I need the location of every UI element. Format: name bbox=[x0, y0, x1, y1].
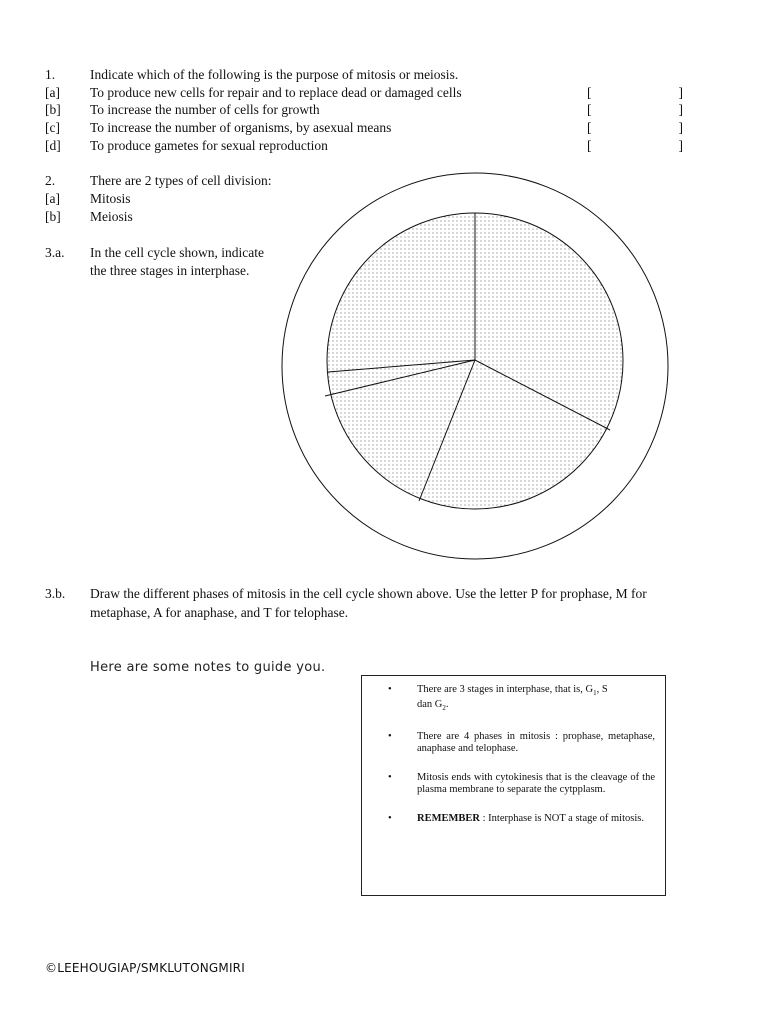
q2-prompt: There are 2 types of cell division: bbox=[90, 173, 272, 188]
bullet-icon: • bbox=[388, 813, 392, 825]
note-item bbox=[388, 684, 655, 714]
note-3-text: Mitosis ends with cytokinesis that is the cleavage of the plasma membrane to separate the cytpplasm. bbox=[417, 772, 655, 796]
note-2-text: There are 4 phases in mitosis : prophase, metaphase, anaphase and telophase. bbox=[417, 731, 655, 755]
q1-item-d-text: To produce gametes for sexual reproduction bbox=[90, 138, 328, 153]
note-1-text-end: . bbox=[445, 699, 449, 711]
bracket-open: [ bbox=[587, 102, 592, 117]
q2-item-b-text: Meiosis bbox=[90, 209, 133, 224]
note-1-text: There are 3 stages in interphase, that is, G bbox=[417, 684, 594, 695]
q1-item-a-text: To produce new cells for repair and to replace dead or damaged cells bbox=[90, 85, 462, 100]
bracket-close: ] bbox=[678, 138, 683, 153]
notes-box bbox=[361, 675, 666, 896]
bracket-open: [ bbox=[587, 85, 592, 100]
bracket-close: ] bbox=[678, 120, 683, 135]
q3b-line2: metaphase, A for anaphase, and T for telophase. bbox=[90, 605, 349, 620]
bracket-close: ] bbox=[678, 85, 683, 100]
q1-number: 1. bbox=[45, 67, 56, 82]
note-item bbox=[388, 813, 655, 825]
note-1-subscript-1: 1 bbox=[593, 689, 597, 698]
q1-item-b-label: [b] bbox=[45, 102, 61, 117]
q3b-number: 3.b. bbox=[45, 586, 66, 601]
q3a-number: 3.a. bbox=[45, 245, 65, 260]
bracket-open: [ bbox=[587, 120, 592, 135]
note-1-subscript-2: 2 bbox=[442, 704, 446, 713]
bullet-icon: • bbox=[388, 684, 392, 695]
q1-item-a-label: [a] bbox=[45, 85, 60, 100]
note-1-text-line2: dan G bbox=[417, 699, 443, 711]
q3a-line2: the three stages in interphase. bbox=[90, 263, 250, 278]
note-1-text-cont: , S bbox=[596, 684, 608, 695]
q2-item-b-label: [b] bbox=[45, 209, 61, 224]
note-4-bold: REMEMBER bbox=[417, 813, 480, 825]
bracket-close: ] bbox=[678, 102, 683, 117]
note-4-text: : Interphase is NOT a stage of mitosis. bbox=[480, 813, 644, 825]
q1-item-c-label: [c] bbox=[45, 120, 60, 135]
bullet-icon: • bbox=[388, 772, 392, 784]
q2-number: 2. bbox=[45, 173, 56, 188]
guide-note: Here are some notes to guide you. bbox=[90, 660, 326, 675]
bracket-open: [ bbox=[587, 138, 592, 153]
q3a-line1: In the cell cycle shown, indicate bbox=[90, 245, 264, 260]
note-item bbox=[388, 772, 655, 796]
q2-item-a-label: [a] bbox=[45, 191, 60, 206]
q3b-line1: Draw the different phases of mitosis in the cell cycle shown above. Use the letter P for prophase, M for bbox=[90, 586, 647, 601]
q1-item-b-text: To increase the number of cells for growth bbox=[90, 102, 320, 117]
q2-item-a-text: Mitosis bbox=[90, 191, 131, 206]
bullet-icon: • bbox=[388, 731, 392, 743]
q1-item-c-text: To increase the number of organisms, by asexual means bbox=[90, 120, 392, 135]
footer-copyright: ©LEEHOUGIAP/SMKLUTONGMIRI bbox=[45, 961, 245, 975]
note-item bbox=[388, 731, 655, 755]
q1-prompt: Indicate which of the following is the purpose of mitosis or meiosis. bbox=[90, 67, 459, 82]
q1-item-d-label: [d] bbox=[45, 138, 61, 153]
notes-list bbox=[362, 676, 665, 825]
